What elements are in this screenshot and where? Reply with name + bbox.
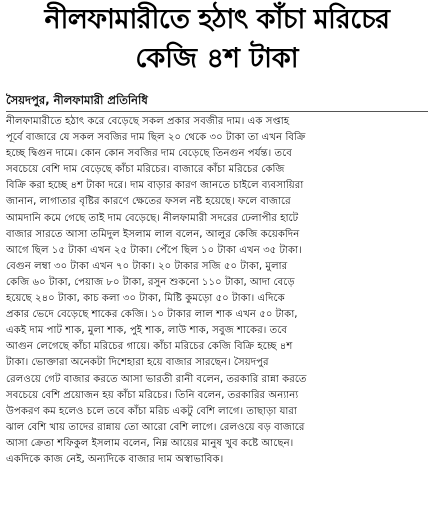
article-line: আগে ছিল ১৫ টাকা এখন ২৫ টাকা। পেঁপে ছিল ১০ টাকা এখন ৩৫ টাকা। xyxy=(6,244,302,256)
headline-line-1: নীলফামারীতে হঠাৎ কাঁচা মরিচের xyxy=(44,4,390,35)
byline-divider xyxy=(6,111,428,112)
article-line: বাজার সারতে আসা তমিদুল ইসলাম লাল বলেন, আলুর কেজি কয়েকদিন xyxy=(6,228,300,240)
article-line: আমদানি কমে গেছে তাই দাম বেড়েছে। নীলফামারী সদরের ঢেলাপীর হাটে xyxy=(6,212,299,224)
article-line: সবচেয়ে বেশি দাম বেড়েছে কাঁচা মরিচের। বাজারে কাঁচা মরিচের কেজি xyxy=(6,164,285,176)
headline-line-2: কেজি ৪শ টাকা xyxy=(135,43,299,74)
article-line: বিক্রি করা হচ্ছে ৪শ টাকা দরে। দাম বাড়ার কারণ জানতে চাইলে ব্যবসায়িরা xyxy=(6,180,304,192)
article-line: টাকা। ভোক্তারা অনেকটা দিশেহারা হয়ে বাজার সারছেন। সৈয়দপুর xyxy=(6,357,269,369)
article-line: জানান, লাগাতার বৃষ্টির কারণে ক্ষেতের ফসল নষ্ট হয়েছে। ফলে বাজারে xyxy=(6,196,291,208)
article-line: রেলওয়ে গেট বাজার করতে আসা ভারতী রানী বলেন, তরকারি রান্না করতে xyxy=(6,373,307,385)
article-line: বেগুন লম্বা ৩০ টাকা এখন ৭০ টাকা। ২০ টাকার সজি ৫০ টাকা, মুলার xyxy=(6,260,288,272)
article-line: আসা ক্রেতা শফিকুল ইসলাম বলেন, নিম্ন আয়ের মানুষ খুব কষ্টে আছেন। xyxy=(6,437,294,449)
article-line: উপকরণ কম হলেও চলে তবে কাঁচা মরিচ একটু বেশি লাগে। তাছাড়া যারা xyxy=(6,405,297,417)
article-line: একই দাম পাট শাক, মুলা শাক, পুই শাক, লাউ শাক, সবুজ শাকের। তবে xyxy=(6,325,288,337)
byline: সৈয়দপুর, নীলফামারী প্রতিনিধি xyxy=(6,93,148,107)
article-line: হয়েছে ২৪০ টাকা, কাচ কলা ৩০ টাকা, মিষ্টি কুমড়ো ৫০ টাকা। এদিকে xyxy=(6,293,285,305)
article-body xyxy=(6,114,430,468)
article-line: আগুন লেগেছে কাঁচা মরিচের গায়ে। কাঁচা মরিচের কেজি বিক্রি হচ্ছে ৪শ xyxy=(6,341,293,353)
article-line: পূর্বে বাজারে যে সকল সবজির দাম ছিল ২০ থেকে ৩০ টাকা তা এখন বিক্রি xyxy=(6,132,306,144)
article-line: কেজি ৬০ টাকা, পেয়াজ ৮০ টাকা, রসুন শুকনো ১১০ টাকা, আদা বেড়ে xyxy=(6,276,295,288)
article-line: সবচেয়ে বেশি প্রয়োজন হয় কাঁচা মরিচের। তিনি বলেন, তরকারির অন্যান্য xyxy=(6,389,299,401)
article-line: নীলফামারীতে হঠাৎ করে বেড়েছে সকল প্রকার সবজীর দাম। এক সপ্তাহ xyxy=(6,116,290,127)
article-line: ঝাল বেশি খায় তাদের রান্নায় তো আরো বেশি লাগে। রেলওয়ে বড় বাজারে xyxy=(6,421,305,433)
headline xyxy=(0,0,434,78)
article-line: হচ্ছে দ্বিগুন দামে। কোন কোন সবজির দাম বেড়েছে তিনগুন পর্যন্ত। তবে xyxy=(6,148,292,160)
article-line: একদিকে কাজ নেই, অন্যদিকে বাজার দাম অস্বাভাবিক। xyxy=(6,453,224,465)
article-line: প্রকার ভেদে বেড়েছে শাকের কেজি। ১০ টাকার লাল শাক এখন ৫০ টাকা, xyxy=(6,309,298,321)
